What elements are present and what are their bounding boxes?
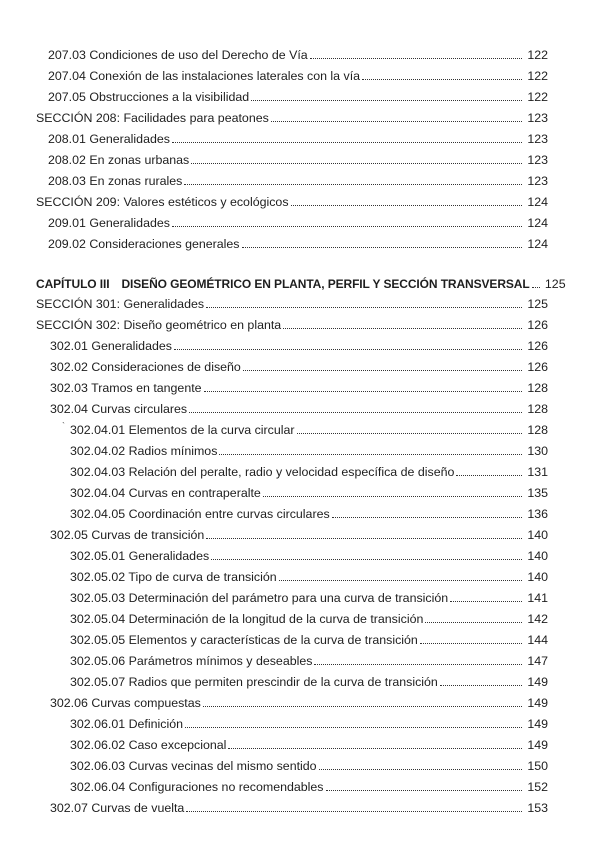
chapter-title: DISEÑO GEOMÉTRICO EN PLANTA, PERFIL Y SECCIÓN TRANSVERSAL [121, 277, 530, 291]
toc-page-number: 149 [527, 696, 548, 710]
toc-leader-dots [186, 810, 522, 812]
toc-entry [50, 523, 548, 543]
toc-page-number: 142 [527, 612, 548, 626]
toc-entry-title: 302.02 Consideraciones de diseño [50, 360, 241, 374]
toc-subentry [70, 649, 548, 669]
toc-leader-dots [204, 390, 522, 392]
toc-entry-title: 302.05.02 Tipo de curva de transición [70, 570, 277, 584]
toc-page-number: 123 [527, 111, 548, 125]
toc-leader-dots [450, 600, 522, 602]
toc-page-number: 124 [527, 195, 548, 209]
toc-section-entry [36, 292, 548, 312]
toc-leader-dots [283, 327, 522, 329]
toc-leader-dots [291, 204, 522, 206]
toc-entry-title: 302.06 Curvas compuestas [50, 696, 201, 710]
toc-page-number: 141 [527, 591, 548, 605]
toc-page-number: 149 [527, 675, 548, 689]
toc-page-number: 122 [527, 69, 548, 83]
toc-page-number: 128 [527, 423, 548, 437]
toc-entry-title: 302.06.01 Definición [70, 717, 183, 731]
toc-subentry [70, 607, 548, 627]
toc-entry-title: 302.04.02 Radios mínimos [70, 444, 218, 458]
toc-entry-title: 302.04.05 Coordinación entre curvas circulares [70, 507, 330, 521]
toc-entry [48, 43, 548, 63]
toc-entry [48, 148, 548, 168]
toc-entry [50, 397, 548, 417]
toc-page-number: 147 [527, 654, 548, 668]
toc-leader-dots [185, 726, 522, 728]
toc-entry [50, 691, 548, 711]
toc-page-number: 122 [527, 48, 548, 62]
toc-subentry [70, 565, 548, 585]
toc-entry-title: 302.04.01 Elementos de la curva circular [70, 423, 295, 437]
toc-leader-dots [243, 369, 522, 371]
toc-page-number: 150 [527, 759, 548, 773]
toc-entry-title: 302.06.04 Configuraciones no recomendables [70, 780, 324, 794]
toc-entry [48, 211, 548, 231]
toc-leader-dots [189, 411, 522, 413]
toc-page-number: 126 [527, 339, 548, 353]
toc-page-number: 126 [527, 360, 548, 374]
toc-leader-dots [271, 120, 522, 122]
toc-leader-dots [326, 789, 523, 791]
toc-leader-dots [172, 225, 522, 227]
toc-entry [48, 127, 548, 147]
toc-page-number: 149 [527, 738, 548, 752]
toc-entry-title: 208.03 En zonas rurales [48, 174, 183, 188]
toc-entry [48, 85, 548, 105]
toc-entry [48, 169, 548, 189]
toc-leader-dots [456, 474, 522, 476]
toc-entry-title: SECCIÓN 301: Generalidades [36, 297, 205, 311]
toc-leader-dots [297, 432, 522, 434]
toc-entry-title: 208.02 En zonas urbanas [48, 153, 190, 167]
toc-leader-dots [184, 183, 522, 185]
toc-entry [48, 232, 548, 252]
toc-leader-dots [174, 348, 522, 350]
toc-page-number: 122 [527, 90, 548, 104]
toc-page-number: 125 [527, 297, 548, 311]
toc-page-number: 128 [527, 381, 548, 395]
toc-page-number: 153 [527, 801, 548, 815]
toc-leader-dots [425, 621, 522, 623]
toc-page-number: 140 [527, 549, 548, 563]
toc-page-number: 128 [527, 402, 548, 416]
toc-subentry [70, 481, 548, 501]
toc-page-number: 130 [527, 444, 548, 458]
toc-subentry [70, 775, 548, 795]
toc-entry-title: 207.03 Condiciones de uso del Derecho de Vía [48, 48, 308, 62]
toc-leader-dots [310, 57, 522, 59]
toc-entry-title: 302.04.03 Relación del peralte, radio y velocidad específica de diseño [70, 465, 455, 479]
toc-entry-title: 302.05.04 Determinación de la longitud de la curva de transición [70, 612, 424, 626]
toc-page-number: 149 [527, 717, 548, 731]
toc-entry-title: 208.01 Generalidades [48, 132, 170, 146]
toc-entry-title: 209.01 Generalidades [48, 216, 170, 230]
toc-chapter-heading [36, 276, 532, 292]
toc-entry-title: 302.05.05 Elementos y características de la curva de transición [70, 633, 418, 647]
chapter-label: CAPÍTULO III [36, 277, 110, 291]
toc-entry-title: 302.01 Generalidades [50, 339, 172, 353]
toc-entry [50, 355, 548, 375]
toc-leader-dots [172, 141, 522, 143]
toc-entry-title: 302.07 Curvas de vuelta [50, 801, 185, 815]
toc-page-number: 124 [527, 237, 548, 251]
toc-entry-title: 207.04 Conexión de las instalaciones laterales con la vía [48, 69, 361, 83]
toc-entry-title: 209.02 Consideraciones generales [48, 237, 240, 251]
toc-page-number: 123 [527, 174, 548, 188]
toc-leader-dots [242, 246, 523, 248]
toc-subentry [70, 460, 548, 480]
toc-chapter-entry [36, 272, 566, 292]
toc-entry-title: SECCIÓN 302: Diseño geométrico en planta [36, 318, 282, 332]
toc-leader-dots [332, 516, 522, 518]
toc-entry-title: SECCIÓN 209: Valores estéticos y ecológicos [36, 195, 289, 209]
toc-entry-title: 302.05.07 Radios que permiten prescindir de la curva de transición [70, 675, 438, 689]
toc-leader-dots [206, 537, 522, 539]
toc-entry [50, 376, 548, 396]
toc-subentry [70, 754, 548, 774]
toc-leader-dots [362, 78, 522, 80]
toc-entry-title: 302.06.02 Caso excepcional [70, 738, 227, 752]
toc-page-number: 135 [527, 486, 548, 500]
toc-section-entry [36, 190, 548, 210]
toc-section-entry [36, 106, 548, 126]
toc-leader-dots [420, 642, 522, 644]
toc-leader-dots [206, 306, 522, 308]
toc-subentry [70, 418, 548, 438]
toc-page-number: 152 [527, 780, 548, 794]
toc-entry-title: 302.06.03 Curvas vecinas del mismo sentido [70, 759, 317, 773]
toc-page-number: 144 [527, 633, 548, 647]
toc-subentry [70, 733, 548, 753]
toc-entry [48, 64, 548, 84]
toc-subentry [70, 502, 548, 522]
toc-section-entry [36, 313, 548, 333]
toc-leader-dots [263, 495, 522, 497]
toc-entry-title: 302.05.06 Parámetros mínimos y deseables [70, 654, 313, 668]
toc-entry-title: 302.05.03 Determinación del parámetro para una curva de transición [70, 591, 449, 605]
toc-leader-dots [314, 663, 522, 665]
toc-leader-dots [228, 747, 522, 749]
toc-entry-title: 302.03 Tramos en tangente [50, 381, 202, 395]
toc-page-number: 125 [544, 277, 566, 291]
toc-entry-title: 302.04.04 Curvas en contraperalte [70, 486, 261, 500]
toc-leader-dots [279, 579, 522, 581]
toc-page-number: 123 [527, 153, 548, 167]
toc-entry-title: 302.05 Curvas de transición [50, 528, 205, 542]
scan-mark: ` [62, 421, 65, 431]
toc-entry-title: 302.05.01 Generalidades [70, 549, 210, 563]
toc-page-number: 136 [527, 507, 548, 521]
toc-leader-dots [203, 705, 522, 707]
toc-entry-title: SECCIÓN 208: Facilidades para peatones [36, 111, 269, 125]
toc-entry-title: 207.05 Obstrucciones a la visibilidad [48, 90, 250, 104]
toc-entry [50, 796, 548, 816]
toc-leader-dots [219, 453, 522, 455]
toc-subentry [70, 586, 548, 606]
toc-subentry [70, 628, 548, 648]
toc-leader-dots [191, 162, 522, 164]
toc-subentry [70, 544, 548, 564]
toc-page-number: 123 [527, 132, 548, 146]
toc-page-number: 126 [527, 318, 548, 332]
toc-page-number: 140 [527, 528, 548, 542]
toc-page-number: 124 [527, 216, 548, 230]
toc-page-number: 140 [527, 570, 548, 584]
toc-page-number: 131 [527, 465, 548, 479]
toc-subentry [70, 712, 548, 732]
toc-entry-title: 302.04 Curvas circulares [50, 402, 188, 416]
toc-subentry [70, 670, 548, 690]
toc-leader-dots [440, 684, 522, 686]
toc-leader-dots [251, 99, 522, 101]
toc-leader-dots [532, 286, 540, 288]
toc-subentry [70, 439, 548, 459]
toc-leader-dots [319, 768, 522, 770]
toc-entry [50, 334, 548, 354]
toc-leader-dots [211, 558, 522, 560]
